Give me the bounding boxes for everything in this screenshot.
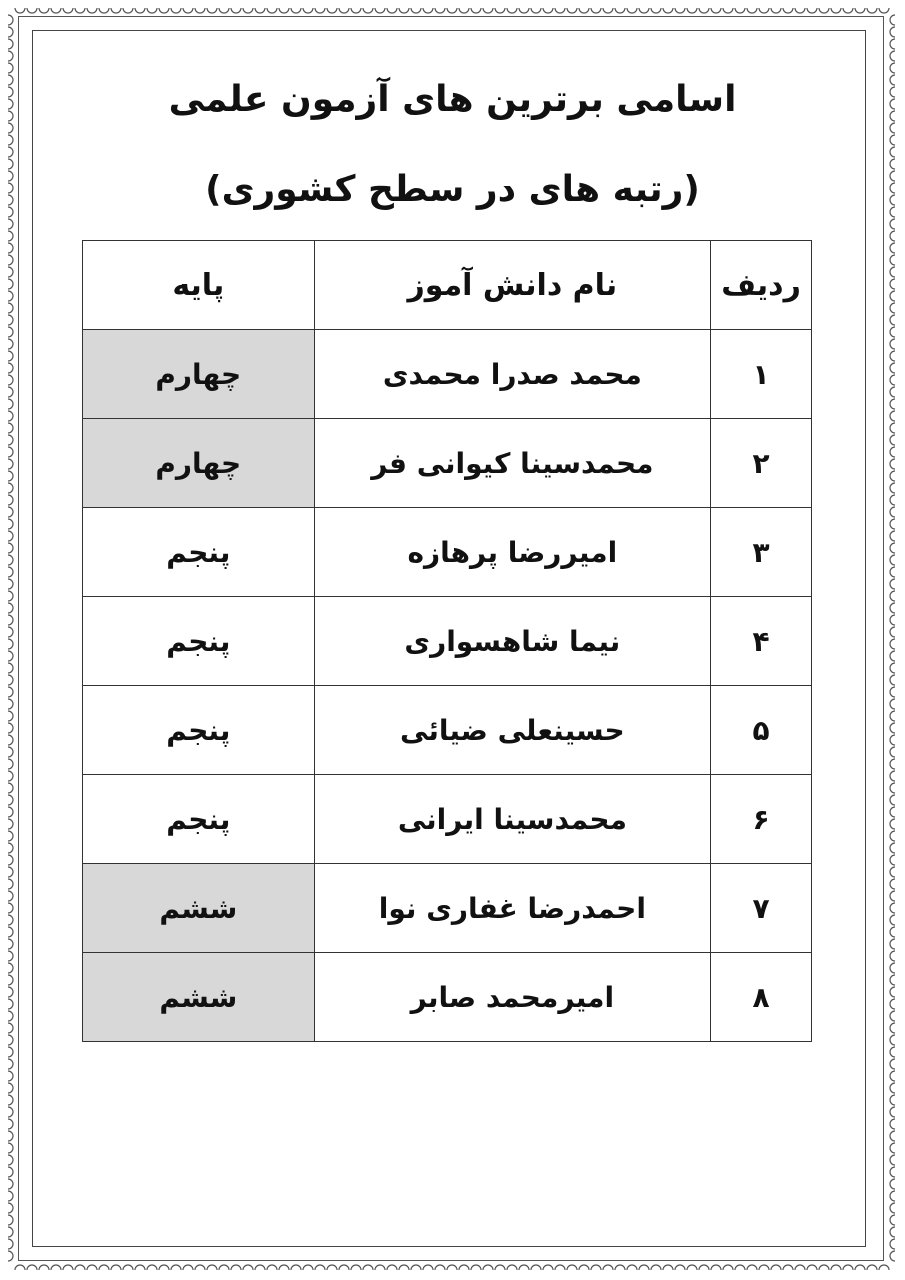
- row-grade: پنجم: [83, 508, 315, 597]
- row-rank: ۷: [711, 864, 812, 953]
- row-student-name: محمد صدرا محمدی: [314, 330, 710, 419]
- row-student-name: امیررضا پرهازه: [314, 508, 710, 597]
- page-title: اسامی برترین های آزمون علمی: [168, 79, 737, 120]
- row-grade: ششم: [83, 953, 315, 1042]
- row-grade: چهارم: [83, 330, 315, 419]
- table-row: [83, 775, 812, 864]
- row-student-name: محمدسینا کیوانی فر: [314, 419, 710, 508]
- row-grade: ششم: [83, 864, 315, 953]
- row-student-name: نیما شاهسواری: [314, 597, 710, 686]
- row-student-name: محمدسینا ایرانی: [314, 775, 710, 864]
- table-row: [83, 419, 812, 508]
- row-rank: ۴: [711, 597, 812, 686]
- table-row: [83, 686, 812, 775]
- table-row: [83, 508, 812, 597]
- table-header-row: [83, 241, 812, 330]
- table-row: [83, 597, 812, 686]
- table-row: [83, 953, 812, 1042]
- row-rank: ۳: [711, 508, 812, 597]
- row-rank: ۶: [711, 775, 812, 864]
- row-student-name: امیرمحمد صابر: [314, 953, 710, 1042]
- row-rank: ۲: [711, 419, 812, 508]
- title-block: [80, 70, 825, 220]
- row-rank: ۵: [711, 686, 812, 775]
- table-row: [83, 330, 812, 419]
- header-grade: پایه: [83, 241, 315, 330]
- header-student-name: نام دانش آموز: [314, 241, 710, 330]
- row-grade: پنجم: [83, 597, 315, 686]
- header-rank: ردیف: [711, 241, 812, 330]
- row-grade: پنجم: [83, 775, 315, 864]
- row-rank: ۱: [711, 330, 812, 419]
- row-grade: چهارم: [83, 419, 315, 508]
- page-subtitle: (رتبه های در سطح کشوری): [205, 169, 700, 210]
- row-rank: ۸: [711, 953, 812, 1042]
- row-grade: پنجم: [83, 686, 315, 775]
- row-student-name: حسینعلی ضیائی: [314, 686, 710, 775]
- row-student-name: احمدرضا غفاری نوا: [314, 864, 710, 953]
- table-row: [83, 864, 812, 953]
- ranking-table: [82, 240, 812, 1042]
